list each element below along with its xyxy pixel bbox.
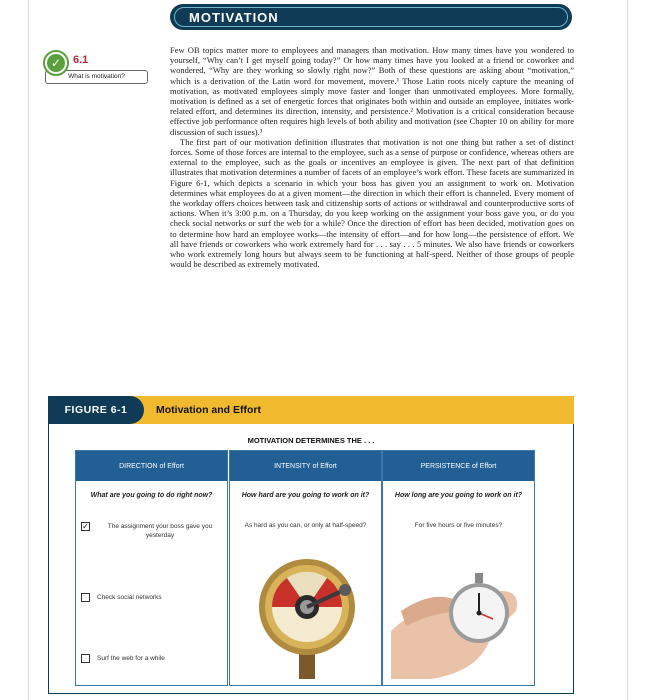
figure-label: FIGURE 6-1 [48, 396, 144, 424]
section-title: MOTIVATION [189, 9, 279, 25]
figure-header [48, 396, 574, 424]
intensity-column [229, 450, 382, 686]
column-header: PERSISTENCE of Effort [383, 451, 534, 481]
body-text [170, 45, 574, 269]
column-question: How long are you going to work on it? [394, 492, 523, 499]
learning-objective-number: 6.1 [73, 54, 89, 66]
paragraph: Few OB topics matter more to employees and managers than motivation. How many times have you wondered to yourself, “Why can’t I get myself going today?” Or how many times have you looked at a friend or coworker and wondered, “Why are they working so slowly right now?” Both of these questions are asking about “motivation,” which is a derivation of the Latin word for movement, movere.¹ Those Latin roots nicely capture the meaning of motivation, as motivated employees simply move faster and longer than unmotivated employees. More formally, motivation is defined as a set of energetic forces that originates both within and outside an employee, initiates work-related effort, and determines its direction, intensity, and persistence.² Motivation is a critical consideration because effective job performance often requires high levels of both ability and motivation (see Chapter 10 on ability for more discussion of such issues).³ [170, 45, 574, 137]
checkbox-icon [81, 593, 90, 602]
figure-heading: MOTIVATION DETERMINES THE . . . [247, 436, 375, 445]
page-border-left [28, 0, 29, 700]
checked-checkbox-icon: ✓ [82, 522, 89, 531]
checkmark-icon: ✓ [43, 50, 69, 76]
checkbox-icon [81, 654, 90, 663]
persistence-column [382, 450, 535, 686]
page-border-right [627, 0, 628, 700]
stopwatch-icon [391, 551, 527, 679]
direction-column: DIRECTION of Effort What are you going to do right now? ✓ The assignment your boss gave you yesterday Check social networks Surf the web for a while [75, 450, 228, 686]
figure-title: Motivation and Effort [156, 404, 261, 416]
section-banner [170, 4, 572, 30]
learning-objective-label: What is motivation? [45, 70, 148, 84]
learning-objective-badge [43, 50, 149, 84]
column-question: What are you going to do right now? [90, 492, 213, 499]
column-header: INTENSITY of Effort [230, 451, 381, 481]
paragraph: The first part of our motivation definition illustrates that motivation is not one thing but rather a set of distinct forces. Some of those forces are internal to the employee, such as a sense of purpose or confidence, whereas others are external to the employee, such as the goals or incentives an employee is given. The next part of that definition illustrates that motivation determines a number of facets of an employee’s work effort. These facets are summarized in Figure 6-1, which depicts a scenario in which your boss has given you an assignment to work on. Motivation determines what employees do at a given moment—the direction in which their effort is channeled. Every moment of the workday offers choices between task and citizenship sorts of actions or withdrawal and counterproductive sorts of actions. When it’s 3:00 p.m. on a Thursday, do you keep working on the assignment your boss gave you, or do you check social networks or surf the web for a while? Once the direction of effort has been decided, motivation goes on to determine how hard an employee works—the intensity of effort—and for how long—the persistence of effort. We all have friends or coworkers who work extremely hard for . . . say . . . 5 minutes. We also have friends or coworkers who work extremely long hours but always seem to be functioning at half-speed. Neither of those groups of people would be described as extremely motivated. [170, 136, 574, 270]
column-question: How hard are you going to work on it? [241, 492, 370, 499]
column-header: DIRECTION of Effort [76, 451, 227, 481]
column-answer: For five hours or five minutes? [414, 522, 503, 529]
column-answer: As hard as you can, or only at half-speed? [244, 522, 367, 529]
ship-telegraph-icon [242, 551, 372, 679]
